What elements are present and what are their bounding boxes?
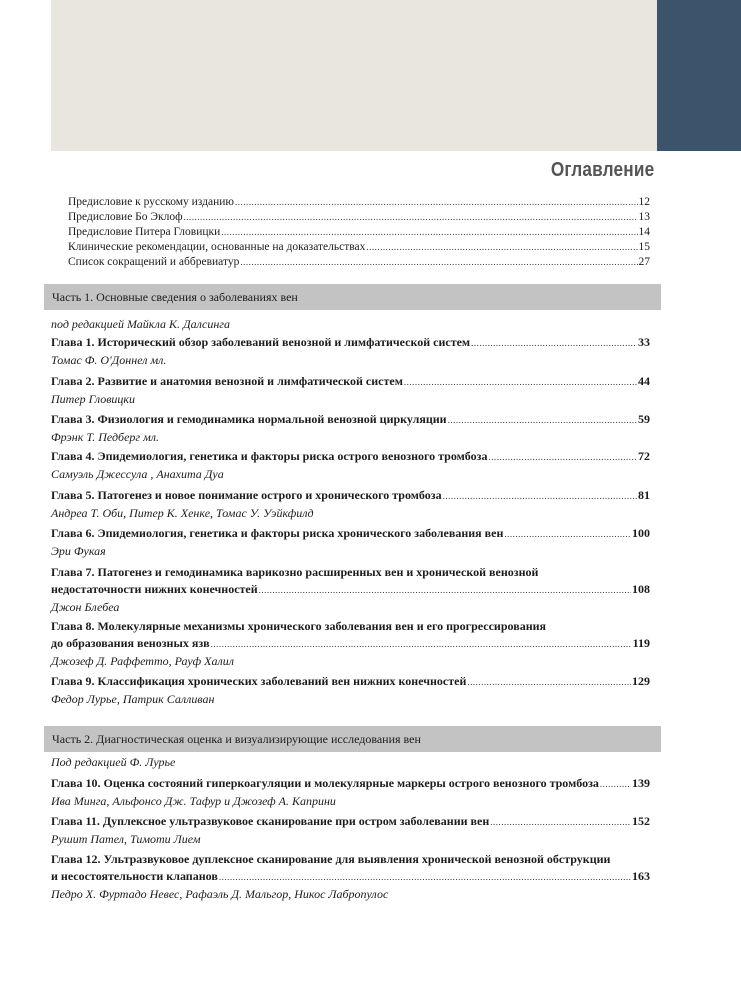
toc-entry-title: Клинические рекомендации, основанные на доказательствах	[68, 241, 366, 253]
chapter-title: недостаточности нижних конечностей	[51, 582, 258, 596]
leader-dots	[219, 869, 631, 886]
chapter-title: Глава 6. Эпидемиология, генетика и факторы риска хронического заболевания вен	[51, 526, 504, 540]
toc-entry-title: Предисловие к русскому изданию	[68, 196, 234, 208]
chapter-entry[interactable]	[51, 411, 650, 446]
chapter-page: 100	[632, 526, 650, 540]
chapter-authors: Эри Фукая	[51, 544, 106, 558]
chapter-title-line: Глава 12. Ультразвуковое дуплексное сканирование для выявления хронической венозной обструкции	[51, 852, 611, 866]
toc-entry[interactable]	[68, 255, 650, 270]
toc-entry[interactable]	[68, 240, 650, 255]
chapter-authors: Джозеф Д. Раффетто, Рауф Халил	[51, 654, 234, 668]
leader-dots	[488, 449, 637, 466]
leader-dots	[467, 674, 631, 691]
toc-entry-title: Предисловие Питера Гловицки	[68, 226, 221, 238]
page-title: Оглавление	[550, 159, 654, 181]
toc-entry-page: 14	[638, 226, 650, 238]
chapter-entry[interactable]	[51, 525, 650, 560]
leader-dots	[240, 255, 637, 270]
toc-entry-title: Список сокращений и аббревиатур	[68, 256, 240, 268]
chapter-title: до образования венозных язв	[51, 636, 210, 650]
chapter-title-line: Глава 8. Молекулярные механизмы хронического заболевания вен и его прогрессирования	[51, 619, 547, 633]
leader-dots	[366, 240, 637, 255]
chapter-page: 129	[632, 674, 650, 688]
chapter-title: Глава 1. Исторический обзор заболеваний венозной и лимфатической систем	[51, 335, 471, 349]
leader-dots	[184, 210, 638, 225]
toc-entry-page: 27	[638, 256, 650, 268]
chapter-authors: Ива Минга, Альфонсо Дж. Тафур и Джозеф А. Каприни	[51, 794, 336, 808]
chapter-page: 59	[638, 412, 650, 426]
chapter-entry[interactable]	[51, 334, 650, 369]
chapter-title: Глава 2. Развитие и анатомия венозной и лимфатической систем	[51, 374, 403, 388]
chapter-title: Глава 4. Эпидемиология, генетика и факторы риска острого венозного тромбоза	[51, 449, 488, 463]
leader-dots	[259, 582, 631, 599]
chapter-title: Глава 11. Дуплексное ультразвуковое сканирование при остром заболевании вен	[51, 814, 490, 828]
part-heading: Часть 2. Диагностическая оценка и визуализирующие исследования вен	[44, 726, 661, 752]
leader-dots	[211, 636, 632, 653]
chapter-entry[interactable]	[51, 373, 650, 408]
cover-banner	[51, 0, 657, 151]
toc-entry-page: 15	[638, 241, 650, 253]
chapter-title: и несостоятельности клапанов	[51, 869, 218, 883]
part-editor: под редакцией Майкла К. Далсинга	[51, 317, 230, 331]
chapter-authors: Джон Блебеа	[51, 600, 120, 614]
chapter-page: 72	[638, 449, 650, 463]
leader-dots	[443, 488, 637, 505]
chapter-authors: Педро Х. Фуртадо Невес, Рафаэль Д. Мальгор, Никос Лабропулос	[51, 887, 389, 901]
chapter-entry[interactable]	[51, 851, 650, 903]
part-editor: Под редакцией Ф. Лурье	[51, 755, 176, 769]
chapter-entry[interactable]	[51, 775, 650, 810]
toc-entry[interactable]	[68, 225, 650, 240]
chapter-authors: Томас Ф. О'Доннел мл.	[51, 353, 167, 367]
toc-entry[interactable]	[68, 195, 650, 210]
chapter-page: 163	[632, 869, 650, 883]
leader-dots	[235, 195, 638, 210]
chapter-entry[interactable]	[51, 813, 650, 848]
leader-dots	[600, 776, 631, 793]
chapter-authors: Андреа Т. Оби, Питер К. Хенке, Томас У. Уэйкфилд	[51, 506, 314, 520]
leader-dots	[221, 225, 637, 240]
toc-entry-page: 13	[638, 211, 650, 223]
chapter-authors: Самуэль Джессула , Анахита Дуа	[51, 467, 224, 481]
chapter-page: 139	[632, 776, 650, 790]
leader-dots	[490, 814, 631, 831]
toc-entry[interactable]	[68, 210, 650, 225]
chapter-page: 33	[638, 335, 650, 349]
leader-dots	[448, 412, 637, 429]
part-heading: Часть 1. Основные сведения о заболеваниях вен	[44, 284, 661, 310]
chapter-title-line: Глава 7. Патогенез и гемодинамика варикозно расширенных вен и хронической венозной	[51, 565, 539, 579]
chapter-page: 81	[638, 488, 650, 502]
chapter-title: Глава 5. Патогенез и новое понимание острого и хронического тромбоза	[51, 488, 442, 502]
chapter-authors: Фрэнк Т. Педберг мл.	[51, 430, 159, 444]
leader-dots	[504, 526, 631, 543]
cover-corner-block	[657, 0, 741, 151]
chapter-entry[interactable]	[51, 448, 650, 483]
front-matter-list	[68, 195, 650, 270]
chapter-authors: Питер Гловицки	[51, 392, 136, 406]
chapter-entry[interactable]	[51, 487, 650, 522]
chapter-page: 44	[638, 374, 650, 388]
chapter-page: 119	[632, 636, 650, 650]
chapter-entry[interactable]	[51, 673, 650, 708]
chapter-authors: Федор Лурье, Патрик Салливан	[51, 692, 215, 706]
chapter-title: Глава 3. Физиология и гемодинамика нормальной венозной циркуляции	[51, 412, 447, 426]
chapter-title: Глава 10. Оценка состояний гиперкоагуляции и молекулярные маркеры острого венозного тромбоза	[51, 776, 599, 790]
chapter-page: 108	[632, 582, 650, 596]
chapter-authors: Рушит Пател, Тимоти Лием	[51, 832, 201, 846]
toc-entry-page: 12	[638, 196, 650, 208]
toc-entry-title: Предисловие Бо Эклоф	[68, 211, 183, 223]
chapter-entry[interactable]	[51, 564, 650, 616]
leader-dots	[471, 335, 637, 352]
leader-dots	[404, 374, 637, 391]
chapter-page: 152	[632, 814, 650, 828]
chapter-title: Глава 9. Классификация хронических заболеваний вен нижних конечностей	[51, 674, 467, 688]
chapter-entry[interactable]	[51, 618, 650, 670]
